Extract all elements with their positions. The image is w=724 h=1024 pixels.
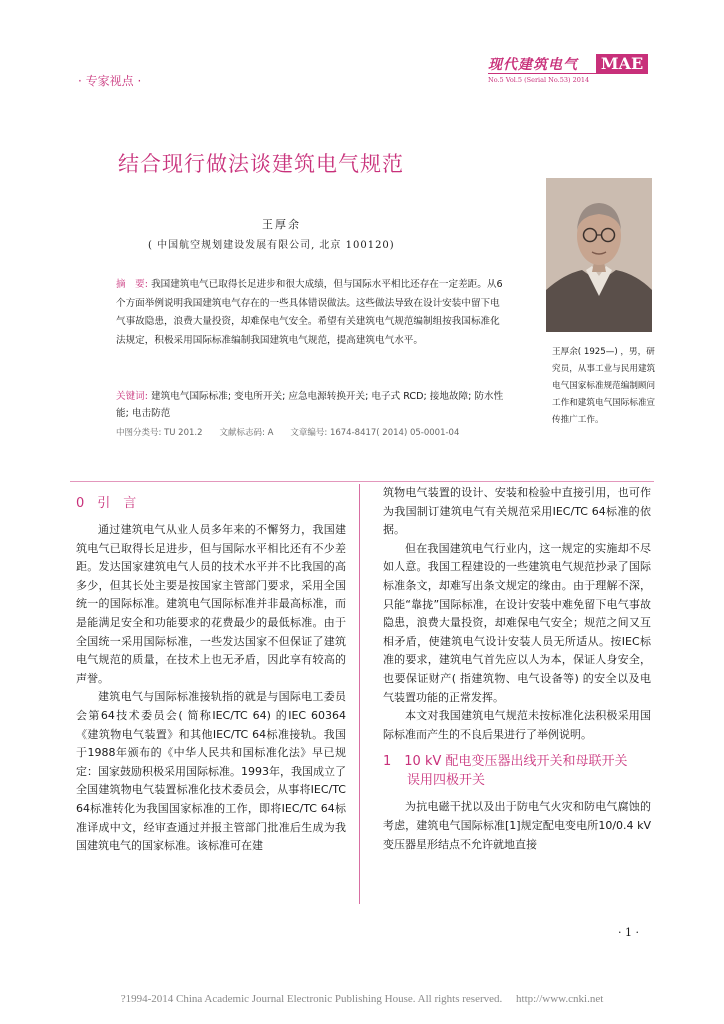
abstract-text: 我国建筑电气已取得长足进步和很大成绩，但与国际水平相比还存在一定差距。从6个方面举例说明我国建筑电气存在的一些具体错误做法。这些做法导致在设计安装中留下电气事故隐患，浪费大量投资，却难保电气安全。希望有关建筑电气规范编制组按我国标准化法规定，积极采用国际标准编制我国建筑电气规范，提高建筑电气水平。: [116, 279, 503, 346]
section-heading-0: 0 引 言: [76, 496, 137, 511]
section-tag: · 专家视点 ·: [78, 74, 142, 88]
paragraph: 但在我国建筑电气行业内，这一规定的实施却不尽如人意。我国工程建设的一些建筑电气规范抄录了国际标准条文，却难写出条文规定的缘由。由于理解不深，只能“靠拢”国际标准，在设计安装中难免留下电气事故隐患，浪费大量投资，却难保电气安全；规范之间又互相矛盾，使建筑电气设计安装人员无所适从。按IEC标准的要求，建筑电气首先应以人为本，保证人身安全，也要保证财产( 指建筑物、电气设备等) 的安全以及电气装置功能的正常发挥。: [383, 541, 651, 704]
paragraph: 本文对我国建筑电气规范未按标准化法积极采用国际标准而产生的不良后果进行了举例说明。: [383, 709, 651, 741]
right-column: [383, 484, 651, 854]
paragraph: 为抗电磁干扰以及出于防电气火灾和防电气腐蚀的考虑，建筑电气国际标准[1]规定配电变电所10/0.4 kV变压器星形结点不允许就地直接: [383, 800, 651, 851]
author-photo: [546, 178, 652, 332]
header-rule: [488, 73, 648, 74]
section-heading-1-line1: 1 10 kV 配电变压器出线开关和母联开关: [383, 754, 628, 770]
section-heading-1: [383, 752, 651, 790]
keywords-text: 建筑电气国际标准; 变电所开关; 应急电源转换开关; 电子式 RCD; 接地故障; 防水性能; 电击防范: [116, 391, 504, 419]
journal-logo: MAE: [596, 54, 648, 74]
classification-line: 中图分类号: TU 201.2 文献标志码: A 文章编号: 1674-8417( 2014) 05-0001-04: [116, 428, 460, 438]
copyright-footer: ?1994-2014 China Academic Journal Electronic Publishing House. All rights reserved. http://www.cnki.net: [120, 993, 604, 1005]
photo-caption: 王厚余( 1925—) ，男，研究员，从事工业与民用建筑电气国家标准规范编制顾问工作和建筑电气国际标准宣传推广工作。: [552, 347, 656, 425]
keywords-label: 关键词:: [116, 391, 149, 402]
paragraph: 筑物电气装置的设计、安装和检验中直接引用，也可作为我国制订建筑电气有关规范采用IEC/TC 64标准的依据。: [383, 486, 651, 537]
header-divider: [70, 481, 654, 482]
abstract-label: 摘 要:: [116, 279, 149, 290]
column-divider: [359, 484, 360, 904]
issue-info: No.5 Vol.5 (Serial No.53) 2014: [488, 76, 590, 84]
section-heading-1-line2: 误用四极开关: [407, 773, 486, 789]
author-affiliation: ( 中国航空规划建设发展有限公司, 北京 100120): [148, 240, 395, 251]
keywords: [116, 388, 508, 422]
paragraph: 通过建筑电气从业人员多年来的不懈努力，我国建筑电气已取得长足进步，但与国际水平相比还有不少差距。发达国家建筑电气人员的技术水平并不比我国的高多少，但其长处主要是按国家主管部门要求，采用全国统一的国际标准。建筑电气国际标准并非最高标准，而是能满足安全和功能要求的花费最少的最低标准。由于全国统一采用国际标准，一些发达国家不但保证了建筑电气规范的质量，在技术上也无矛盾，因此享有较高的声誉。: [76, 523, 346, 685]
journal-name: 现代建筑电气: [488, 57, 578, 73]
left-column: [76, 521, 346, 856]
abstract: [116, 276, 508, 350]
author-name: 王厚余: [262, 218, 301, 231]
author-portrait-image: [546, 178, 652, 332]
article-title: 结合现行做法谈建筑电气规范: [118, 152, 404, 176]
paragraph: 建筑电气与国际标准接轨指的就是与国际电工委员会第64技术委员会( 简称IEC/TC 64) 的IEC 60364《建筑物电气装置》和其他IEC/TC 64标准接轨。我国于1988年颁布的《中华人民共和国标准化法》早已规定：国家鼓励积极采用国际标准。1993年，我国成立了全国建筑物电气装置标准化技术委员会，从事将IEC/TC 64标准转化为我国国家标准的工作，即将IEC/TC 64标准译成中文，经审查通过并报主管部门批准后生成为我国建筑电气的国家标准。该标准可在建: [76, 690, 346, 853]
page-number: · 1 ·: [618, 926, 639, 939]
